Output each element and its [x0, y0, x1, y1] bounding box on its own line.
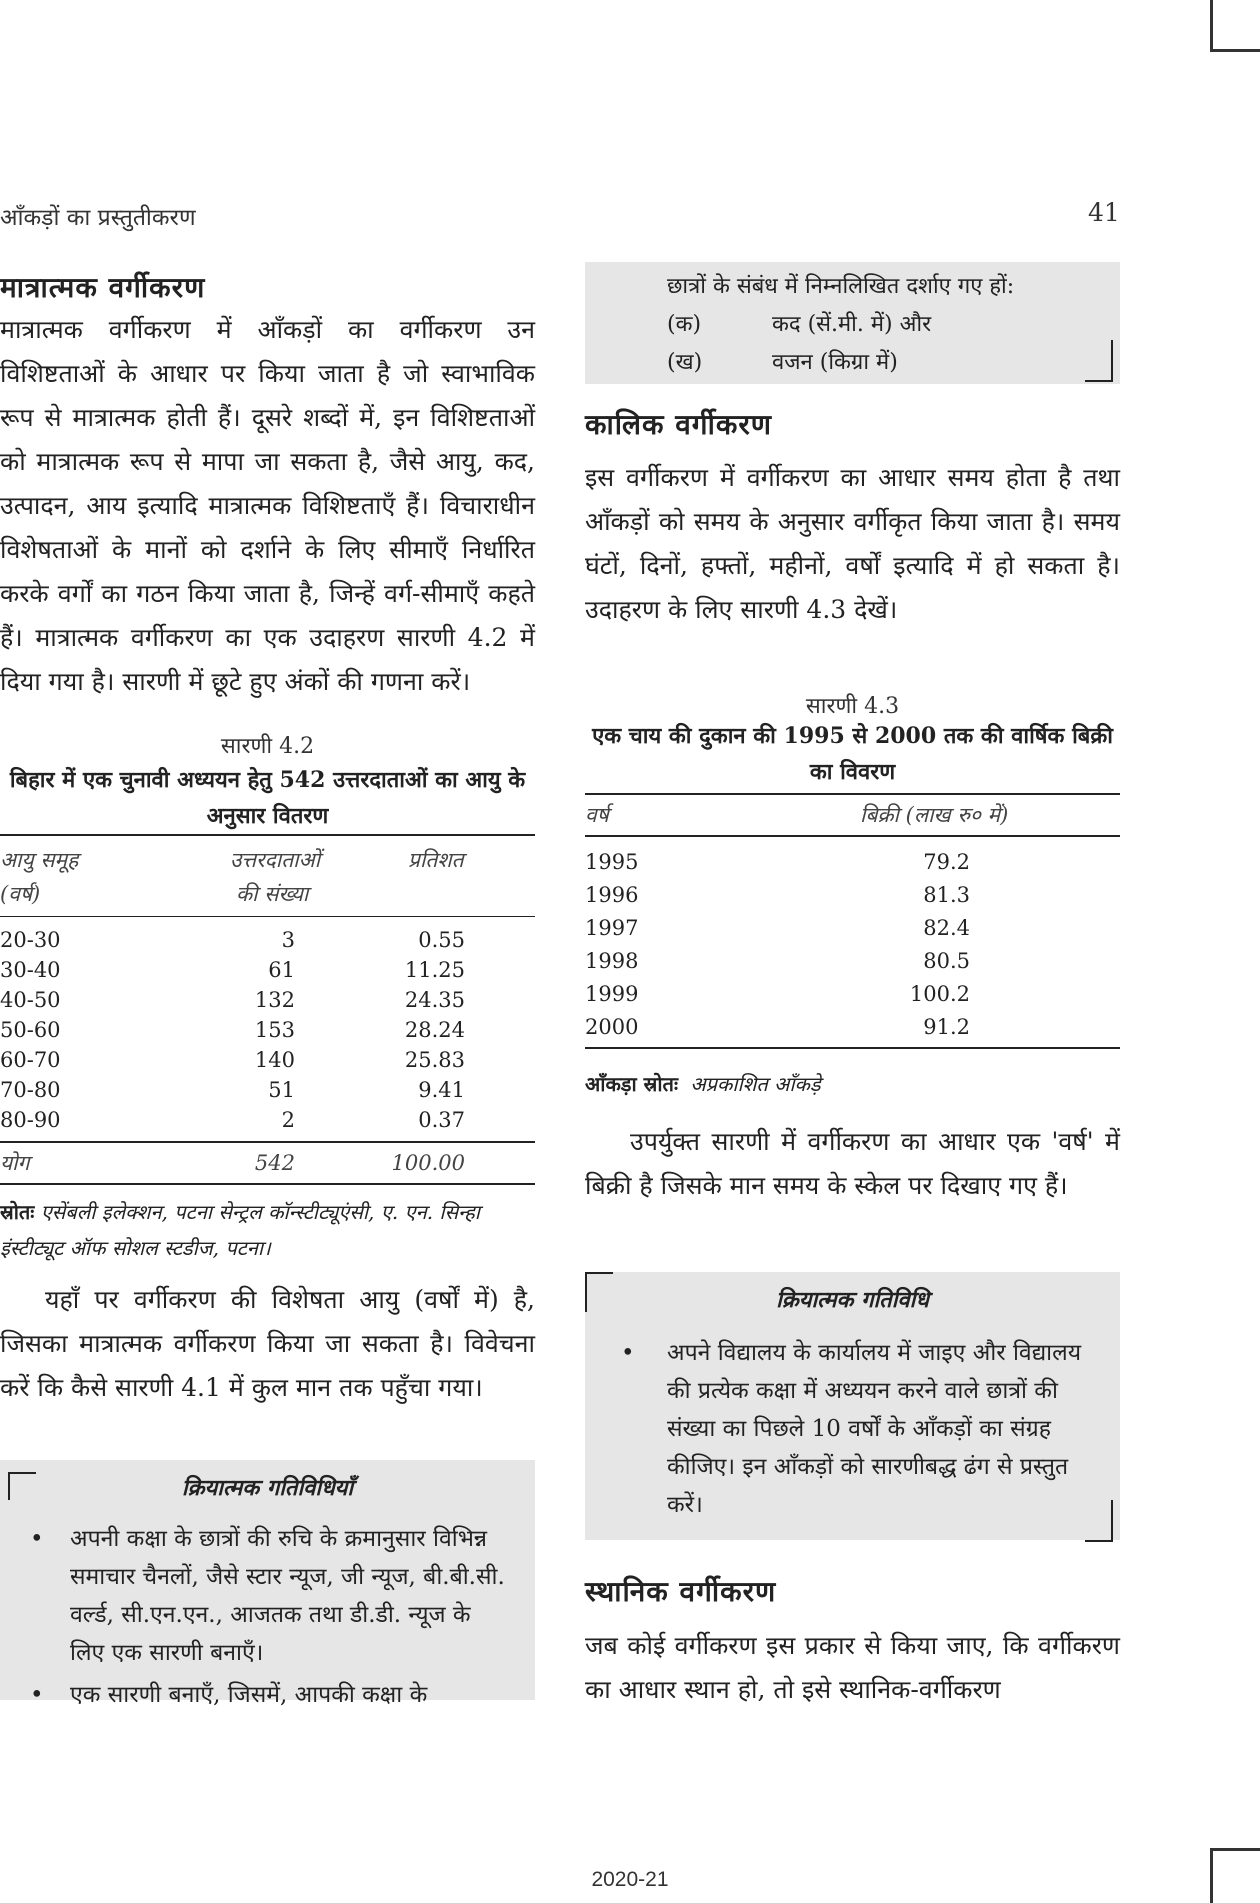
age-group-cell: 60-70: [0, 1048, 61, 1072]
percent-cell: 11.25: [404, 958, 465, 982]
box-corner-bottom-right: [1085, 340, 1113, 382]
age-group-cell: 20-30: [0, 928, 61, 952]
table-row: [0, 1075, 535, 1105]
right-paragraph-3: [585, 1624, 1120, 1712]
crop-mark-top-right: [1210, 0, 1260, 52]
table-bottom-rule: [585, 1047, 1120, 1049]
percent-cell: 0.55: [418, 928, 465, 952]
year-cell: 1996: [585, 882, 639, 907]
table-row: [0, 985, 535, 1015]
table-row: [585, 944, 1120, 977]
page-number: 41: [1088, 198, 1120, 227]
table-4-2-source: [0, 1194, 535, 1266]
total-label: योग: [0, 1151, 30, 1175]
right-paragraph-2-text: उपर्युक्त सारणी में वर्गीकरण का आधार एक 'वर्ष' में बिक्री है जिसके मान समय के स्केल पर दिखाए गए हैं।: [585, 1127, 1120, 1200]
source-text: अप्रकाशित आँकड़े: [690, 1072, 821, 1096]
heading-quantitative-classification: मात्रात्मक वर्गीकरण: [0, 271, 206, 304]
table-row-total: [0, 1143, 535, 1183]
percent-cell: 25.83: [404, 1048, 465, 1072]
table-4-3-title: एक चाय की दुकान की 1995 से 2000 तक की वार्षिक बिक्री का विवरण: [592, 723, 1113, 785]
respondents-cell: 3: [281, 928, 295, 952]
respondents-cell: 153: [254, 1018, 295, 1042]
age-group-cell: 40-50: [0, 988, 61, 1012]
percent-cell: 9.41: [418, 1078, 465, 1102]
header-respondents-count: की संख्या: [236, 882, 309, 906]
box-line-1: छात्रों के संबंध में निम्नलिखित दर्शाए गए हों:: [667, 274, 1015, 299]
source-label: आँकड़ा स्रोतः: [585, 1072, 678, 1096]
list-item: • अपनी कक्षा के छात्रों की रुचि के क्रमानुसार विभिन्न समाचार चैनलों, जैसे स्टार न्यूज, जी न्यूज, बी.बी.सी. वर्ल्ड, सी.एन.एन., आजतक तथा डी.डी. न्यूज के लिए एक सारणी बनाएँ।: [30, 1526, 505, 1666]
respondents-cell: 61: [268, 958, 295, 982]
table-4-3-caption: सारणी 4.3: [805, 694, 900, 719]
table-row: [585, 977, 1120, 1010]
table-4-3-source: [585, 1066, 1120, 1102]
year-cell: 1998: [585, 948, 639, 973]
header-respondents: उत्तरदाताओं: [230, 848, 321, 872]
year-cell: 1999: [585, 981, 639, 1006]
total-percent: 100.00: [391, 1151, 465, 1175]
table-header-rule: [585, 835, 1120, 837]
table-row: [585, 845, 1120, 878]
activity-box-right: [585, 1272, 1120, 1540]
header-percent: प्रतिशत: [408, 848, 464, 872]
footer-year: 2020-21: [591, 1868, 669, 1891]
table-row: [0, 1015, 535, 1045]
percent-cell: 0.37: [418, 1108, 465, 1132]
table-bottom-rule: [0, 1183, 535, 1185]
right-paragraph-2: [585, 1120, 1120, 1208]
age-group-cell: 70-80: [0, 1078, 61, 1102]
sales-cell: 80.5: [923, 948, 970, 973]
activity-list: [585, 1334, 1090, 1524]
sales-cell: 81.3: [923, 882, 970, 907]
table-row: [585, 1010, 1120, 1043]
table-row: [0, 955, 535, 985]
header-age-years: (वर्ष): [0, 882, 41, 906]
table-4-2-title: बिहार में एक चुनावी अध्ययन हेतु 542 उत्तरदाताओं का आयु के अनुसार वितरण: [9, 767, 526, 829]
table-4-2-total: [0, 1143, 535, 1183]
table-header-rule: [0, 916, 535, 917]
sales-cell: 100.2: [909, 981, 970, 1006]
box-item-1: (क) कद (सें.मी. में) और: [667, 312, 932, 337]
table-4-2: [0, 834, 535, 1185]
left-paragraph-1: [0, 308, 535, 704]
age-group-cell: 80-90: [0, 1108, 61, 1132]
right-paragraph-1: [585, 456, 1120, 632]
age-group-cell: 50-60: [0, 1018, 61, 1042]
activities-title: क्रियात्मक गतिविधियाँ: [181, 1475, 354, 1501]
activity-title: क्रियात्मक गतिविधि: [776, 1287, 929, 1313]
left-paragraph-2: [0, 1278, 535, 1410]
table-row: [0, 1045, 535, 1075]
left-paragraph-1-text: मात्रात्मक वर्गीकरण में आँकड़ों का वर्गीकरण उन विशिष्टताओं के आधार पर किया जाता है जो स्वाभाविक रूप से मात्रात्मक होती हैं। दूसरे शब्दों में, इन विशिष्टताओं को मात्रात्मक रूप से मापा जा सकता है, जैसे आयु, कद, उत्पादन, आय इत्यादि मात्रात्मक विशिष्टताएँ हैं। विचाराधीन विशेषताओं के मानों को दर्शाने के लिए सीमाएँ निर्धारित करके वर्गों का गठन किया जाता है, जिन्हें वर्ग-सीमाएँ कहते हैं। मात्रात्मक वर्गीकरण का एक उदाहरण सारणी 4.2 में दिया गया है। सारणी में छूटे हुए अंकों की गणना करें।: [0, 315, 535, 696]
respondents-cell: 2: [281, 1108, 295, 1132]
table-header: [0, 836, 535, 916]
right-paragraph-1-text: इस वर्गीकरण में वर्गीकरण का आधार समय होता है तथा आँकड़ों को समय के अनुसार वर्गीकृत किया जाता है। समय घंटों, दिनों, हफ्तों, महीनों, वर्षों इत्यादि में हो सकता है। उदाहरण के लिए सारणी 4.3 देखें।: [585, 463, 1120, 624]
table-4-3-body: [585, 845, 1120, 1043]
sales-cell: 79.2: [923, 849, 970, 874]
table-4-3: [585, 793, 1120, 1049]
activity-continuation-box: [585, 262, 1120, 384]
activities-box-left: [0, 1460, 535, 1708]
table-header: [585, 795, 1120, 835]
respondents-cell: 51: [268, 1078, 295, 1102]
running-head: आँकड़ों का प्रस्तुतीकरण: [0, 205, 196, 231]
header-age-group: आयु समूह: [0, 848, 79, 872]
activities-list: [10, 1520, 510, 1714]
box-corner-bottom-right: [1085, 1500, 1113, 1542]
header-sales: बिक्री (लाख रु० में): [860, 803, 1009, 827]
year-cell: 1997: [585, 915, 639, 940]
table-row: [0, 1105, 535, 1135]
respondents-cell: 132: [254, 988, 295, 1012]
percent-cell: 24.35: [404, 988, 465, 1012]
year-cell: 1995: [585, 849, 639, 874]
table-row: [585, 878, 1120, 911]
box-item-2: (ख) वजन (किग्रा में): [667, 350, 898, 375]
table-row: [585, 911, 1120, 944]
list-item: • अपने विद्यालय के कार्यालय में जाइए और विद्यालय की प्रत्येक कक्षा में अध्ययन करने वाले छात्रों की संख्या का पिछले 10 वर्षों के आँकड़ों का संग्रह कीजिए। इन आँकड़ों को सारणीबद्ध ढंग से प्रस्तुत करें।: [621, 1340, 1082, 1518]
table-4-2-caption: सारणी 4.2: [220, 734, 315, 759]
table-row: [0, 925, 535, 955]
sales-cell: 91.2: [923, 1014, 970, 1039]
list-item: • एक सारणी बनाएँ, जिसमें, आपकी कक्षा के: [30, 1682, 428, 1708]
heading-spatial-classification: स्थानिक वर्गीकरण: [585, 1575, 777, 1608]
age-group-cell: 30-40: [0, 958, 61, 982]
header-year: वर्ष: [585, 803, 609, 827]
heading-chronological-classification: कालिक वर्गीकरण: [585, 408, 773, 441]
right-paragraph-3-text: जब कोई वर्गीकरण इस प्रकार से किया जाए, कि वर्गीकरण का आधार स्थान हो, तो इसे स्थानिक-वर्गीकरण: [585, 1631, 1120, 1704]
respondents-cell: 140: [254, 1048, 295, 1072]
source-text: एसेंबली इलेक्शन, पटना सेन्ट्रल कॉन्स्टीट्यूएंसी, ए. एन. सिन्हा इंस्टीट्यूट ऑफ सोशल स्टडीज, पटना।: [0, 1200, 480, 1260]
source-label: स्रोतः: [0, 1200, 35, 1224]
table-4-2-body: [0, 925, 535, 1135]
total-respondents: 542: [254, 1151, 295, 1175]
left-paragraph-2-text: यहाँ पर वर्गीकरण की विशेषता आयु (वर्षों में) है, जिसका मात्रात्मक वर्गीकरण किया जा सकता है। विवेचना करें कि कैसे सारणी 4.1 में कुल मान तक पहुँचा गया।: [0, 1285, 535, 1402]
sales-cell: 82.4: [923, 915, 970, 940]
percent-cell: 28.24: [404, 1018, 465, 1042]
year-cell: 2000: [585, 1014, 639, 1039]
